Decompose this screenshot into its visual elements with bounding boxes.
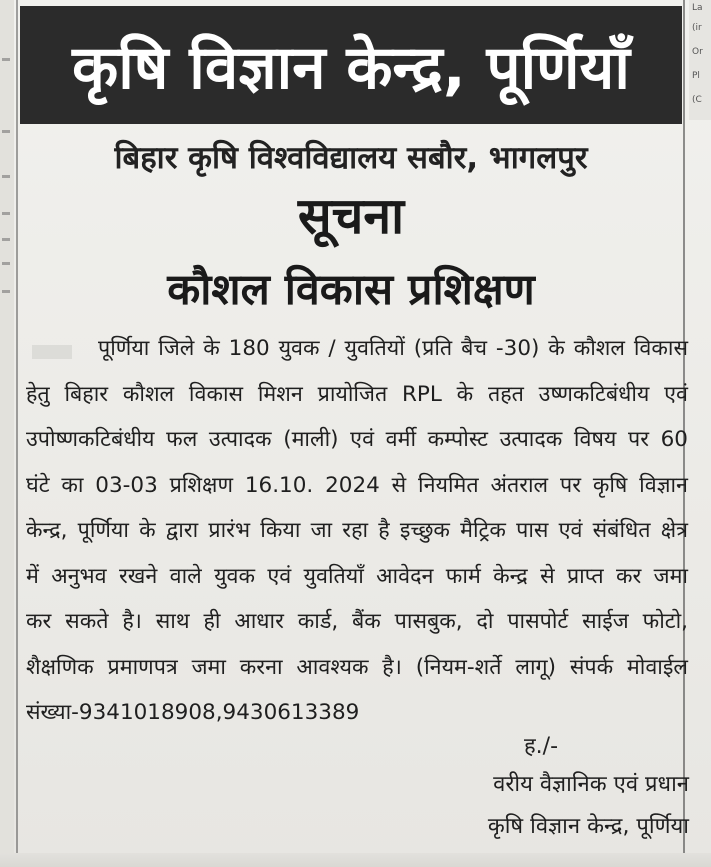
margin-fragment: Pl (692, 71, 700, 81)
signatory-title: वरीय वैज्ञानिक एवं प्रधान (493, 772, 689, 797)
ink-fragment (2, 290, 10, 293)
margin-fragment: (ir (692, 23, 702, 33)
column-rule-left (16, 0, 18, 867)
margin-fragment: La (692, 3, 703, 13)
margin-fragment: (C (692, 95, 702, 105)
ink-fragment (2, 238, 10, 241)
adjacent-column-left (0, 0, 14, 867)
signatory-office: कृषि विज्ञान केन्द्र, पूर्णिया (487, 814, 689, 839)
body-line: शैक्षणिक प्रमाणपत्र जमा करना आवश्यक है। (नियम-शर्ते लागू) संपर्क मोवाईल (26, 654, 688, 680)
ink-fragment (2, 58, 10, 61)
signature-mark: ह./- (524, 734, 559, 759)
title-banner (20, 6, 682, 124)
body-line: कर सकते है। साथ ही आधार कार्ड, बैंक पासबुक, दो पासपोर्ट साईज फोटो, (26, 609, 688, 634)
body-line: उपोष्णकटिबंधीय फल उत्पादक (माली) एवं वर्मी कम्पोस्ट उत्पादक विषय पर 60 (26, 427, 688, 452)
ink-fragment (2, 130, 10, 133)
notice-body (26, 326, 688, 736)
body-line: हेतु बिहार कौशल विकास मिशन प्रायोजित RPL के तहत उष्णकटिबंधीय एवं (26, 381, 688, 407)
body-line: घंटे का 03-03 प्रशिक्षण 16.10. 2024 से नियमित अंतराल पर कृषि विज्ञान (26, 472, 688, 498)
page-bottom-edge (0, 853, 711, 867)
adjacent-column-right (689, 0, 711, 120)
banner-title: कृषि विज्ञान केन्द्र, पूर्णियाँ (72, 33, 630, 103)
ink-fragment (2, 212, 10, 215)
body-line-contact: संख्या-9341018908,9430613389 (26, 700, 360, 725)
ink-fragment (2, 175, 10, 178)
margin-fragment: Or (692, 47, 703, 57)
body-line: पूर्णिया जिले के 180 युवक / युवतियों (प्रति बैच -30) के कौशल विकास (98, 336, 688, 361)
body-line: केन्द्र, पूर्णिया के द्वारा प्रारंभ किया जा रहा है इच्छुक मैट्रिक पास एवं संबंधित क्षेत्र (26, 518, 688, 543)
training-headline: कौशल विकास प्रशिक्षण (167, 265, 535, 315)
ink-fragment (2, 262, 10, 265)
body-line: में अनुभव रखने वाले युवक एवं युवतियाँ आवेदन फार्म केन्द्र से प्राप्त कर जमा (26, 563, 688, 589)
university-subtitle: बिहार कृषि विश्वविद्यालय सबौर, भागलपुर (114, 140, 588, 176)
notice-heading: सूचना (297, 187, 405, 245)
